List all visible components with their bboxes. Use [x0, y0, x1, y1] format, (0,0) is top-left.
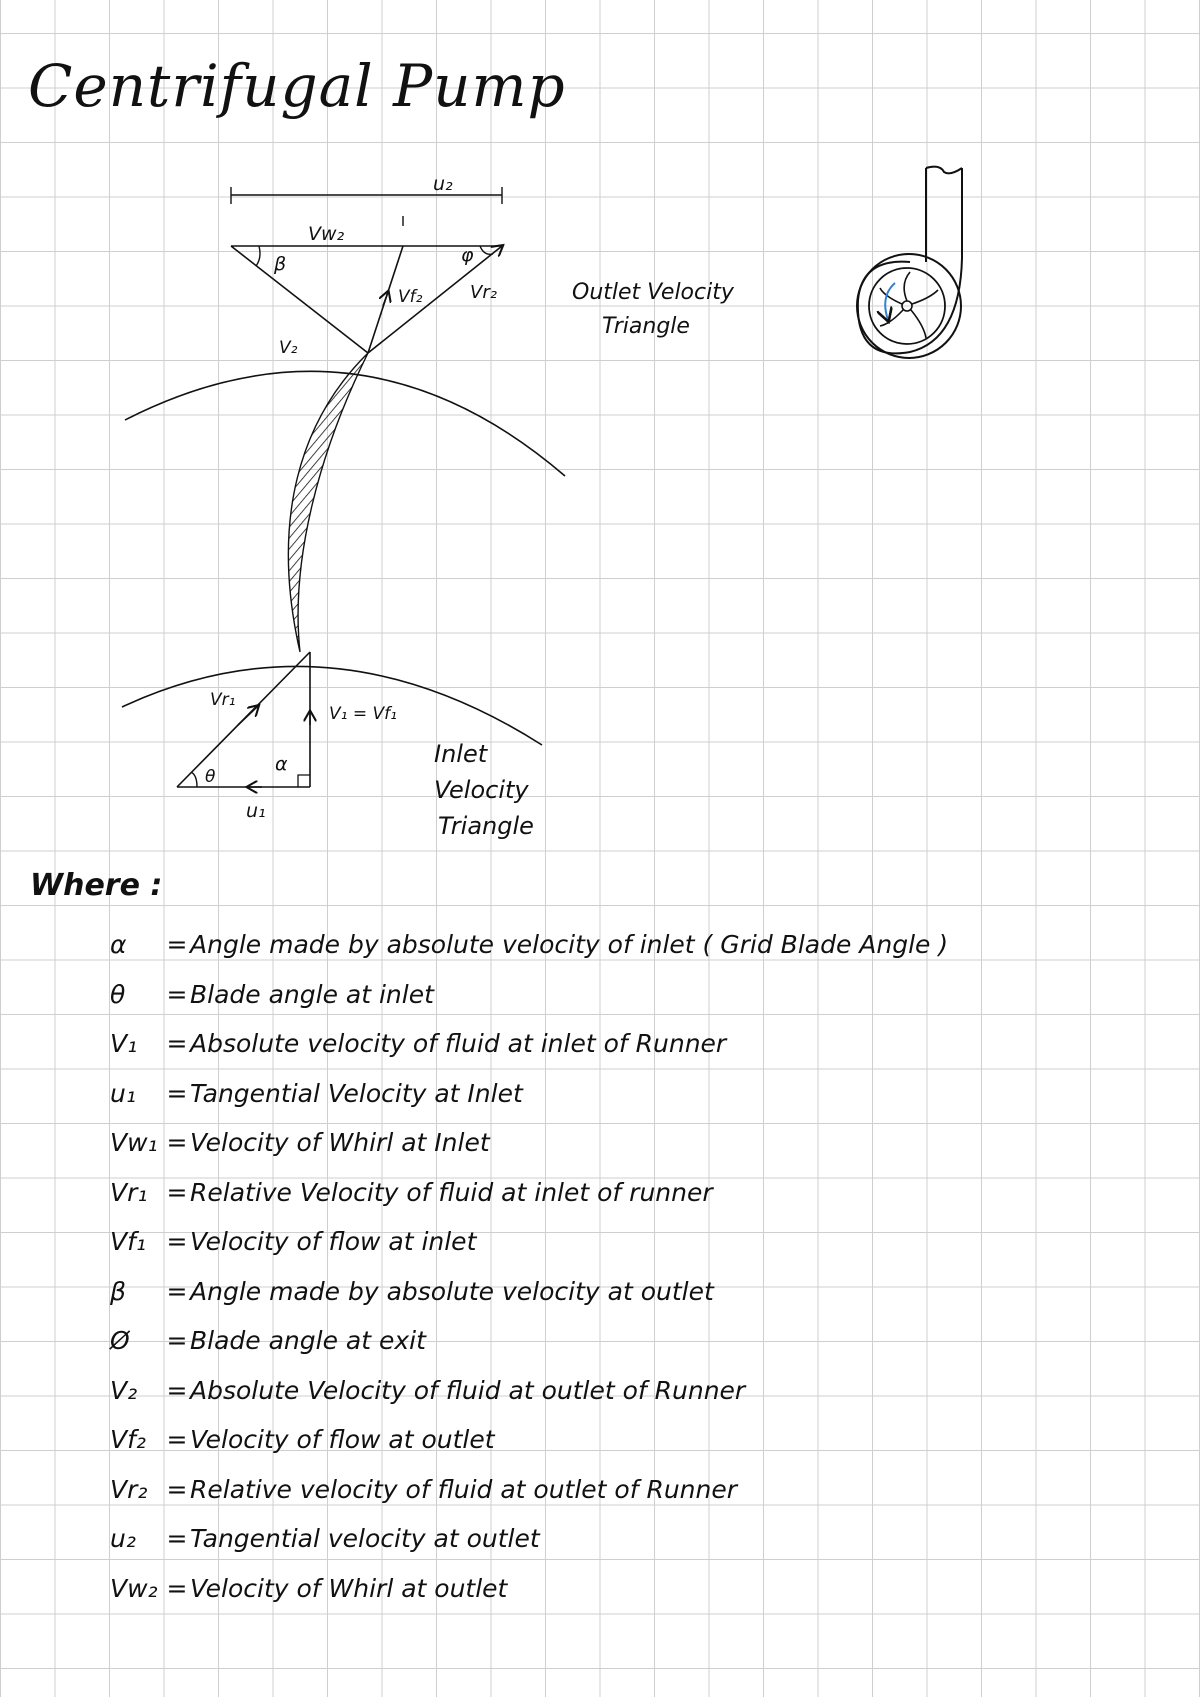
outlet-caption-line-2: Triangle: [602, 314, 690, 339]
legend-text: Tangential Velocity at Inlet: [190, 1078, 523, 1108]
legend-text: Angle made by absolute velocity at outlet: [190, 1276, 714, 1306]
legend-symbol: u₂: [110, 1524, 136, 1554]
legend-symbol: V₁: [110, 1029, 138, 1059]
v1-vf1-label: V₁ = Vf₁: [329, 704, 397, 724]
legend-symbol: Vf₂: [110, 1425, 146, 1455]
phi-arc: [480, 246, 493, 254]
legend-text: Absolute Velocity of fluid at outlet of Runner: [190, 1375, 746, 1405]
pump-casing-icon: [857, 167, 962, 358]
legend-text: Relative velocity of fluid at outlet of Runner: [190, 1474, 738, 1504]
legend-row: u₁ = Tangential Velocity at Inlet: [110, 1078, 523, 1108]
u2-label: u₂: [433, 173, 453, 195]
legend-symbol: u₁: [110, 1078, 136, 1108]
inlet-caption: [434, 736, 534, 844]
vf2-label: Vf₂: [398, 287, 423, 307]
legend-symbol: Vr₁: [110, 1177, 148, 1207]
legend-text: Velocity of flow at outlet: [190, 1425, 495, 1455]
legend-row: Vr₂ = Relative velocity of fluid at outlet of Runner: [110, 1474, 738, 1504]
legend-text: Absolute velocity of fluid at inlet of Runner: [190, 1029, 727, 1059]
legend-row: θ = Blade angle at inlet: [110, 979, 434, 1009]
phi-label: φ: [461, 244, 474, 266]
legend-row: Vw₁ = Velocity of Whirl at Inlet: [110, 1128, 490, 1158]
legend-text: Velocity of Whirl at outlet: [190, 1573, 508, 1603]
legend-text: Angle made by absolute velocity of inlet ( Grid Blade Angle ): [190, 930, 949, 960]
legend-text: Relative Velocity of fluid at inlet of runner: [190, 1177, 713, 1207]
legend-symbol: Vr₂: [110, 1474, 148, 1504]
legend-row: Vf₂ = Velocity of flow at outlet: [110, 1425, 495, 1455]
legend-row: Vf₁ = Velocity of flow at inlet: [110, 1227, 477, 1257]
legend-text: Velocity of Whirl at Inlet: [190, 1128, 490, 1158]
legend-symbol: V₂: [110, 1375, 138, 1405]
outlet-caption: [572, 276, 734, 344]
v2-label: V₂: [279, 338, 298, 358]
legend-row: Vw₂ = Velocity of Whirl at outlet: [110, 1573, 508, 1603]
legend-symbol: Vw₁: [110, 1128, 158, 1158]
legend-row: V₂ = Absolute Velocity of fluid at outlet of Runner: [110, 1375, 746, 1405]
legend-row: Vr₁ = Relative Velocity of fluid at inlet of runner: [110, 1177, 713, 1207]
outlet-caption-line-1: Outlet Velocity: [572, 280, 734, 305]
impeller-blade: [288, 353, 368, 652]
v2-line: [231, 246, 368, 353]
inlet-caption-line-1: Inlet: [434, 740, 488, 768]
legend-symbol: α: [110, 930, 127, 960]
legend-symbol: Ø: [110, 1326, 130, 1356]
legend-row: β = Angle made by absolute velocity at outlet: [110, 1276, 714, 1306]
vr2-label: Vr₂: [470, 282, 497, 303]
legend-row: V₁ = Absolute velocity of fluid at inlet of Runner: [110, 1029, 727, 1059]
legend-row: α = Angle made by absolute velocity of inlet ( Grid Blade Angle ): [110, 930, 949, 960]
legend-text: Tangential velocity at outlet: [190, 1524, 540, 1554]
legend-row: u₂ = Tangential velocity at outlet: [110, 1524, 540, 1554]
legend-text: Blade angle at inlet: [190, 979, 434, 1009]
legend-symbol: θ: [110, 979, 126, 1009]
theta-arc: [191, 772, 197, 787]
right-angle-mark: [298, 775, 310, 787]
page-title: Centrifugal Pump: [28, 52, 566, 120]
legend-symbol: β: [110, 1276, 126, 1306]
vw2-label: Vw₂: [308, 223, 345, 245]
beta-label: β: [274, 253, 287, 275]
beta-arc: [256, 246, 260, 266]
legend-symbol: Vf₁: [110, 1227, 146, 1257]
u1-label: u₁: [246, 800, 266, 822]
alpha-label: α: [275, 753, 288, 775]
theta-label: θ: [205, 767, 216, 787]
legend-row: Ø = Blade angle at exit: [110, 1326, 426, 1356]
inlet-caption-line-2: Velocity: [434, 776, 529, 804]
where-heading: Where :: [30, 868, 163, 903]
inlet-caption-line-3: Triangle: [438, 812, 534, 840]
symbol-legend: [110, 920, 1170, 1613]
vr1-label: Vr₁: [210, 690, 236, 710]
legend-text: Blade angle at exit: [190, 1326, 426, 1356]
legend-symbol: Vw₂: [110, 1573, 158, 1603]
legend-text: Velocity of flow at inlet: [190, 1227, 477, 1257]
